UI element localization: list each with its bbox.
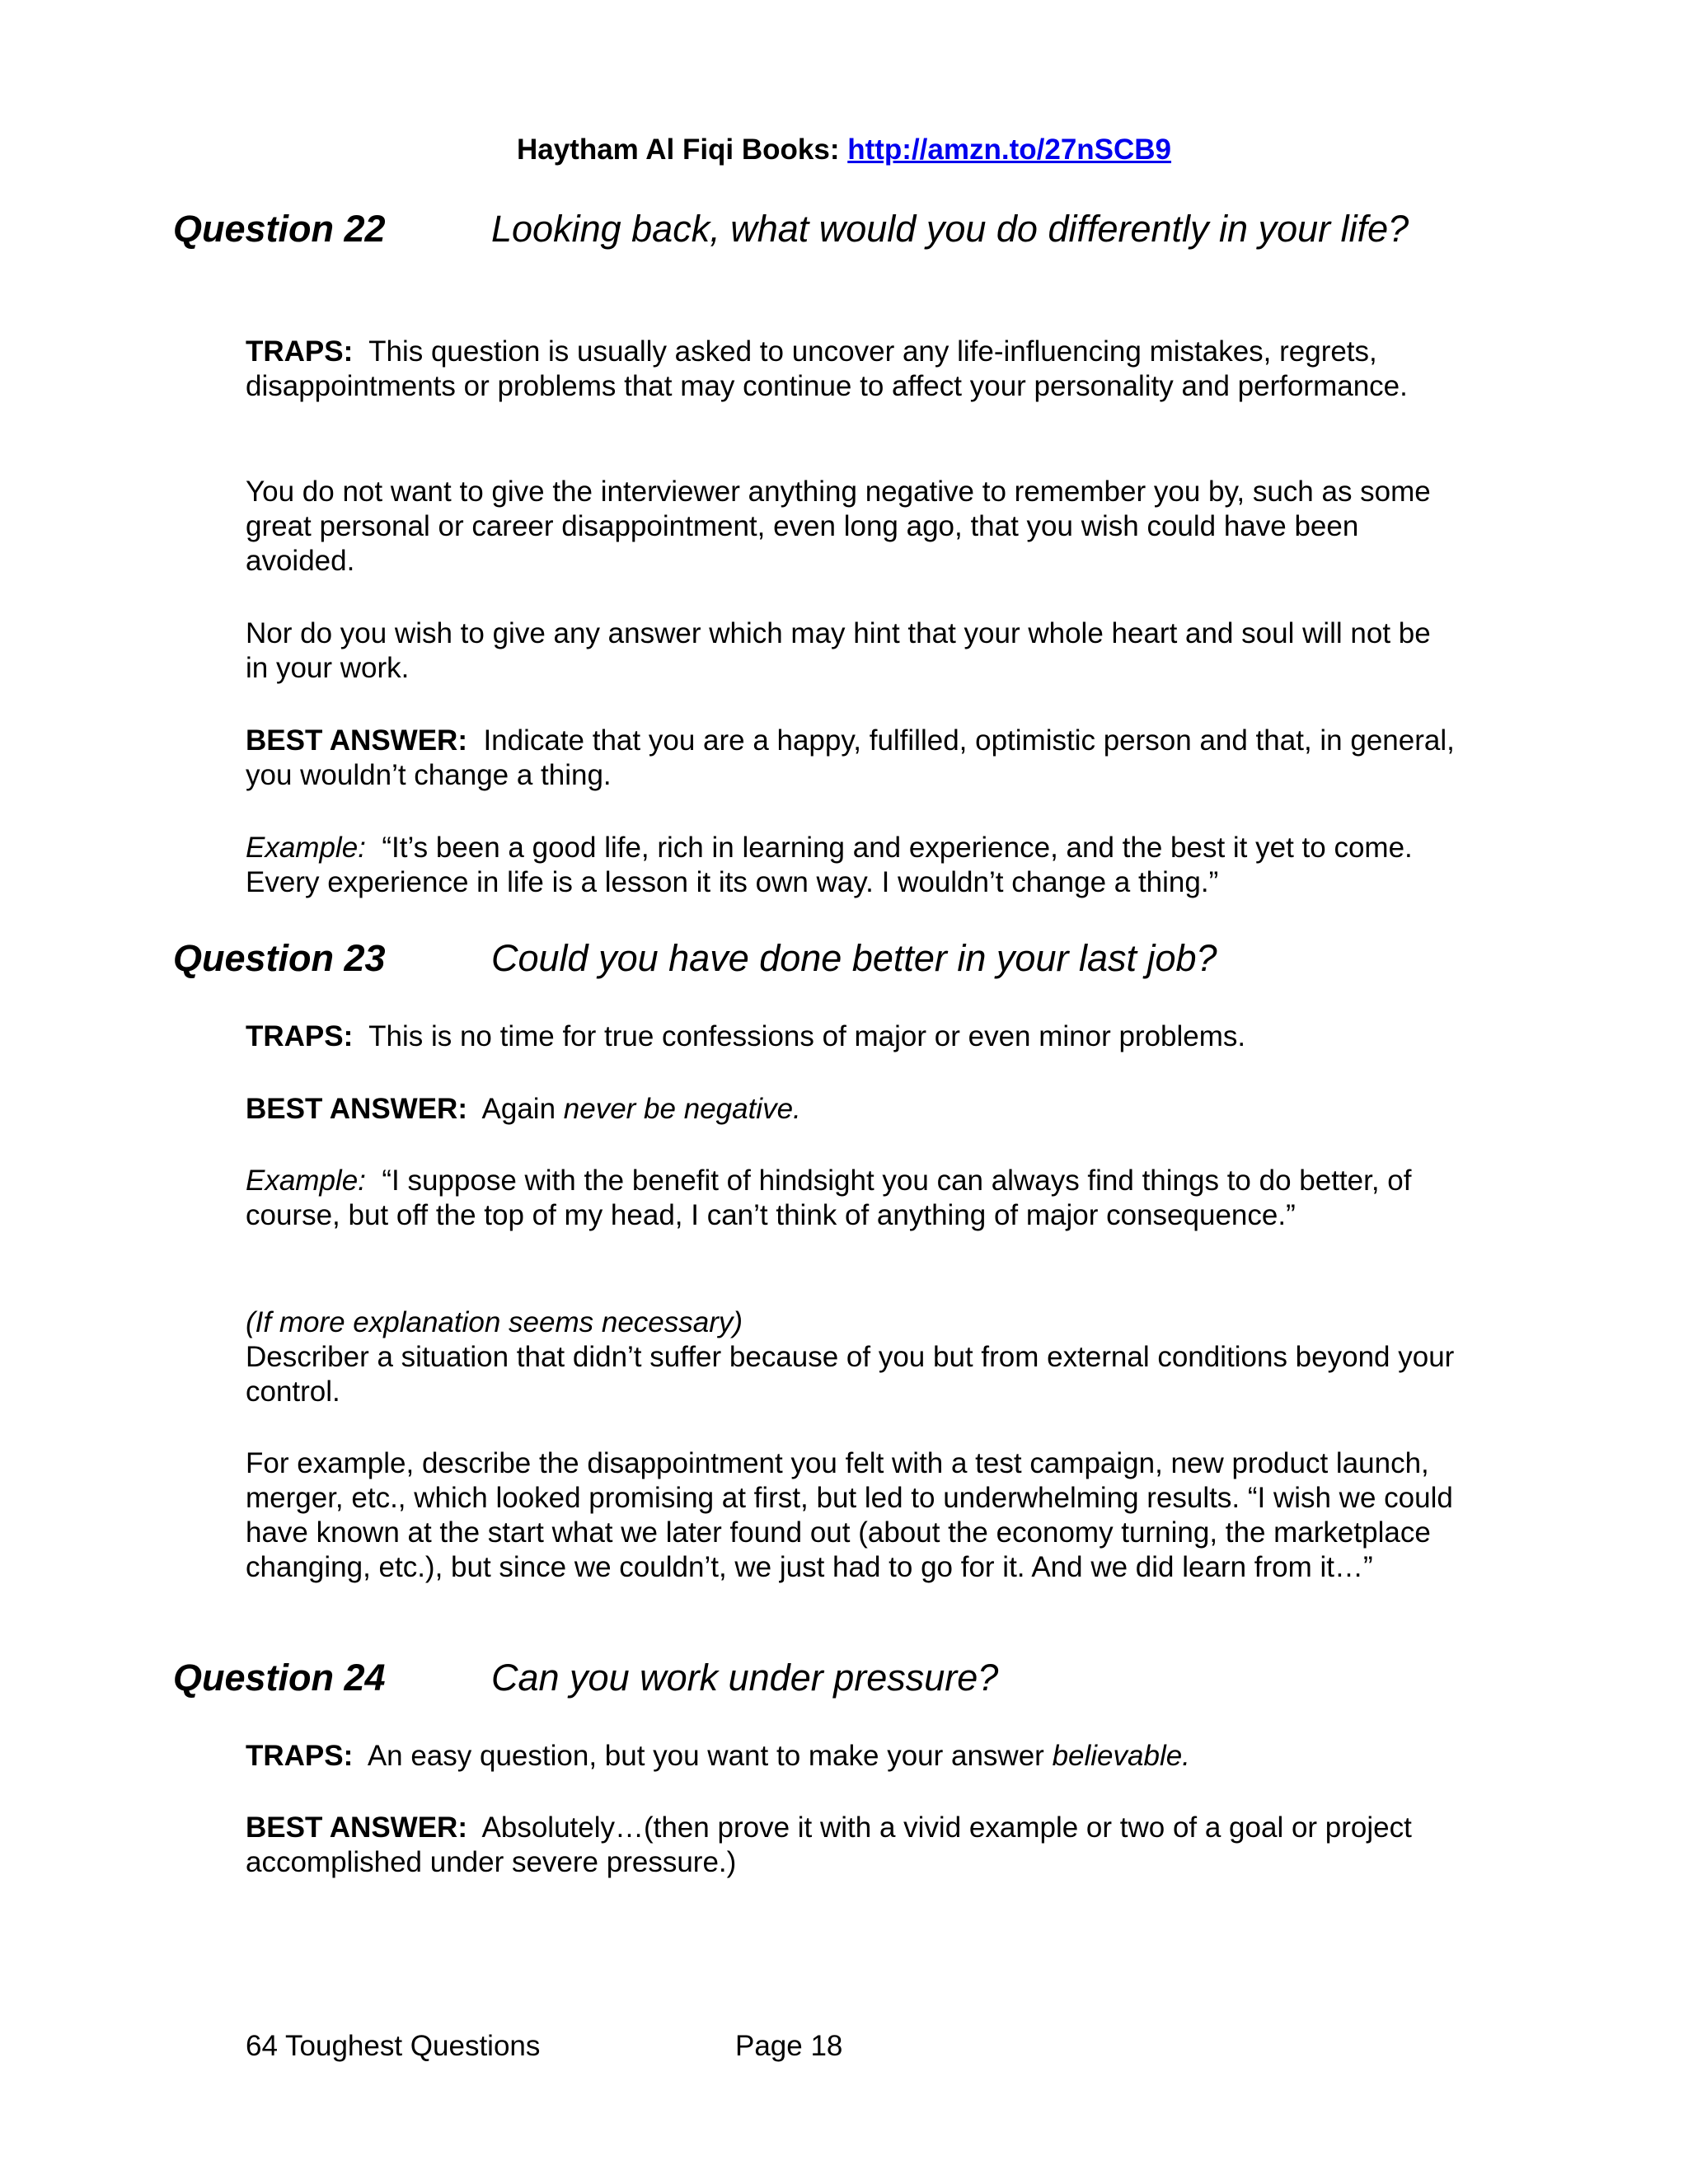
note-text: Describer a situation that didn’t suffer because of you but from external conditions beyond your control. — [246, 1341, 1455, 1408]
best-answer-text: Again — [481, 1093, 556, 1125]
best-answer-label: BEST ANSWER: — [246, 724, 467, 757]
q22-traps — [246, 335, 1457, 404]
question-text: Could you have done better in your last job? — [491, 937, 1217, 979]
q24-traps — [246, 1739, 1457, 1774]
q22-paragraph: Nor do you wish to give any answer which may hint that your whole heart and soul will not be in your work. — [246, 617, 1431, 684]
traps-label: TRAPS: — [246, 1740, 354, 1772]
traps-emphasis: believable. — [1052, 1740, 1190, 1772]
q23-best-answer — [246, 1092, 1457, 1127]
best-answer-label: BEST ANSWER: — [246, 1811, 467, 1844]
q24-best-answer — [246, 1811, 1457, 1880]
note-label: (If more explanation seems necessary) — [246, 1306, 743, 1338]
question-number: Question 23 — [173, 937, 386, 979]
header-label: Haytham Al Fiqi Books: — [516, 134, 840, 166]
best-answer-label: BEST ANSWER: — [246, 1093, 467, 1125]
best-answer-emphasis: never be negative. — [563, 1093, 801, 1125]
best-answer-text: Indicate that you are a happy, fulfilled, optimistic person and that, in general, you wouldn’t change a thing. — [246, 724, 1455, 791]
traps-text: An easy question, but you want to make your answer — [367, 1740, 1044, 1772]
example-text: “I suppose with the benefit of hindsight you can always find things to do better, of course, but off the top of my head, I can’t think of anything of major consequence.” — [246, 1165, 1412, 1231]
q23-paragraph: For example, describe the disappointment you felt with a test campaign, new product launch, merger, etc., which looked promising at first, but led to underwhelming results. “I wish we could have known at the start what we later found out (about the economy turning, the marketplace changing, etc.), but since we couldn’t, we just had to go for it. And we did learn from it…” — [246, 1447, 1453, 1583]
traps-label: TRAPS: — [246, 335, 354, 368]
q22-paragraph: You do not want to give the interviewer anything negative to remember you by, such as some great personal or career disappointment, even long ago, that you wish could have been avoided. — [246, 476, 1431, 577]
q23-traps — [246, 1019, 1457, 1054]
books-link[interactable]: http://amzn.to/27nSCB9 — [847, 134, 1172, 166]
footer-book-title: 64 Toughest Questions — [246, 2030, 541, 2062]
q22-example — [246, 831, 1457, 900]
question-number: Question 22 — [173, 208, 386, 250]
example-label: Example: — [246, 832, 366, 864]
q23-note — [246, 1305, 1457, 1409]
question-text: Looking back, what would you do differently in your life? — [491, 208, 1409, 250]
question-number: Question 24 — [173, 1657, 386, 1699]
q22-best-answer — [246, 724, 1457, 793]
traps-text: This question is usually asked to uncover any life-influencing mistakes, regrets, disappointments or problems that may continue to affect your personality and performance. — [246, 335, 1408, 402]
best-answer-text: Absolutely…(then prove it with a vivid example or two of a goal or project accomplished under severe pressure.) — [246, 1811, 1412, 1878]
example-text: “It’s been a good life, rich in learning and experience, and the best it yet to come. Every experience in life is a lesson it its own way. I wouldn’t change a thing.” — [246, 832, 1413, 898]
footer-page-number: Page 18 — [735, 2030, 843, 2062]
q23-example — [246, 1164, 1457, 1233]
question-text: Can you work under pressure? — [491, 1657, 999, 1699]
example-label: Example: — [246, 1165, 366, 1197]
traps-text: This is no time for true confessions of major or even minor problems. — [368, 1020, 1246, 1052]
traps-label: TRAPS: — [246, 1020, 354, 1052]
page-header — [0, 129, 1688, 171]
